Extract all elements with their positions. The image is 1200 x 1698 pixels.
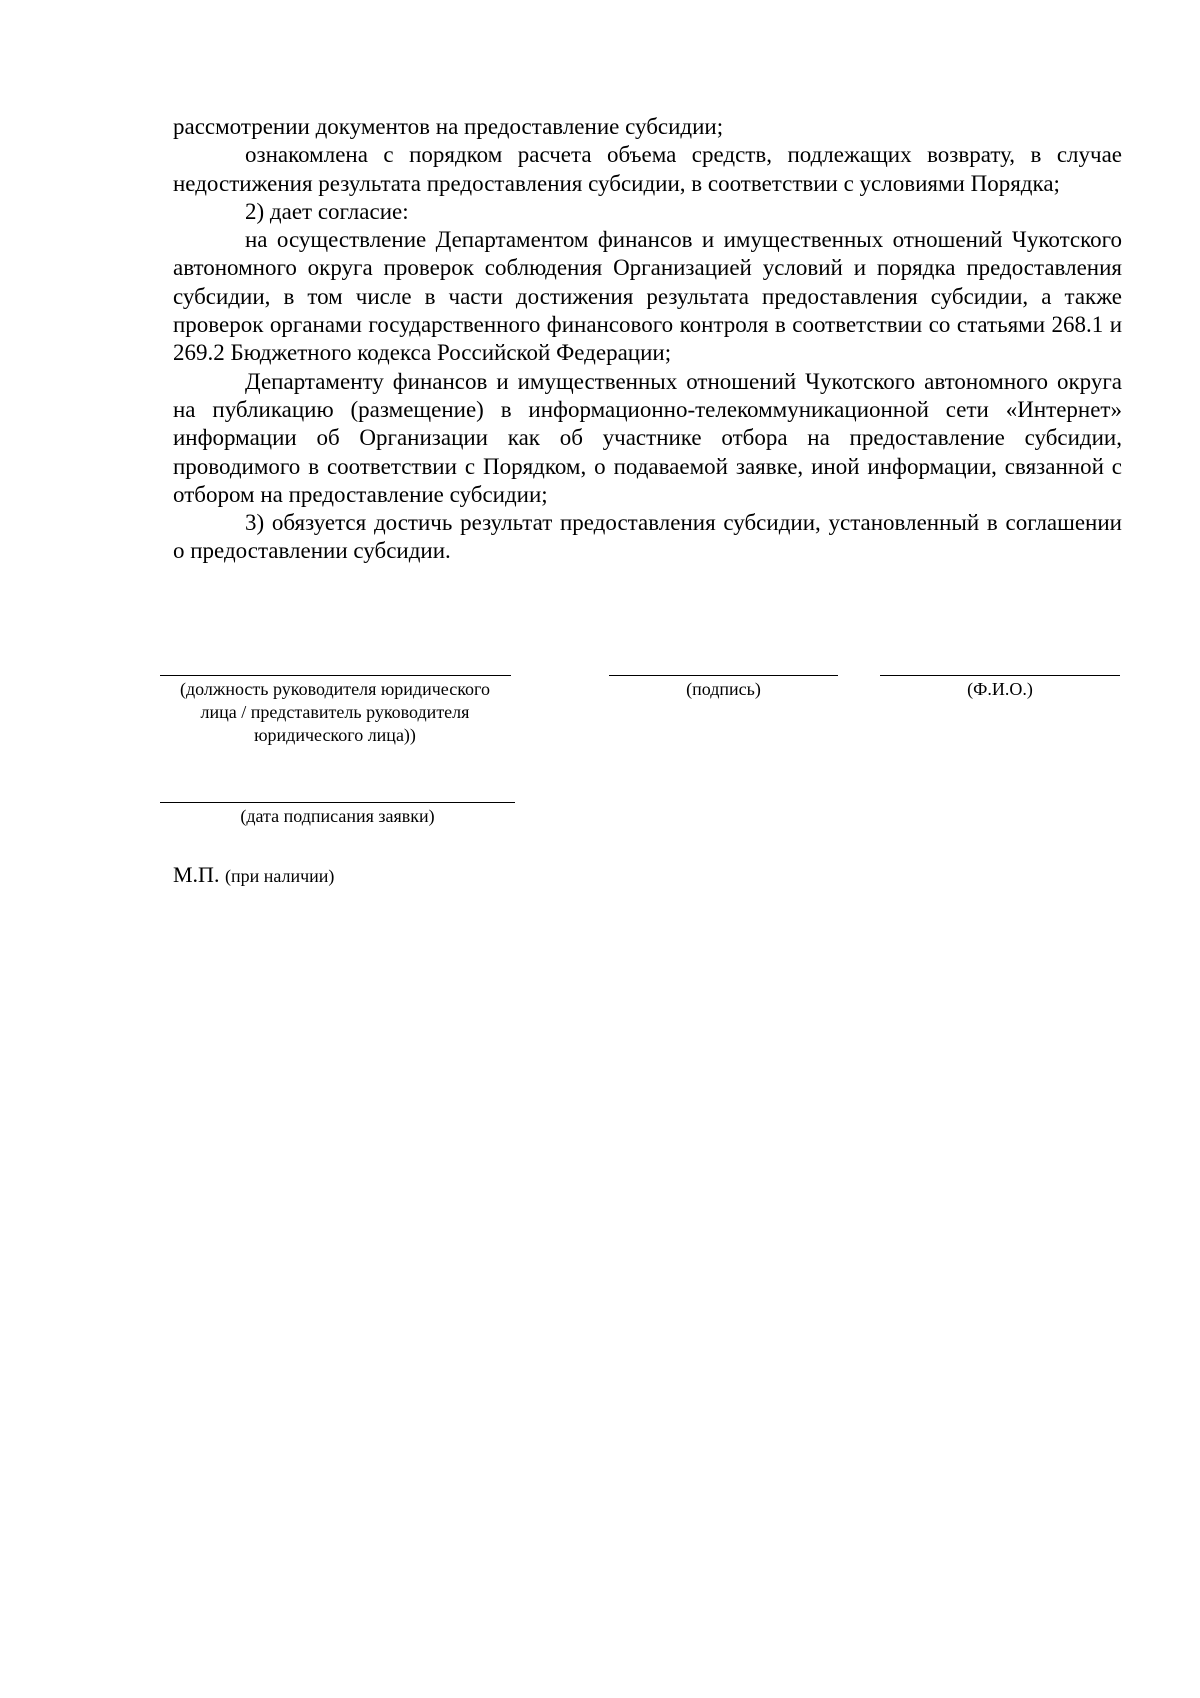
document-body (173, 113, 1122, 566)
paragraph-5: Департаменту финансов и имущественных отношений Чукотского автономного округа на публикацию (размещение) в информационно-телекоммуникационной сети «Интернет» информации об Организации как об участнике отбора на предоставление субсидии, проводимого в соответствии с Порядком, о подаваемой заявке, иной информации, связанной с отбором на предоставление субсидии; (173, 368, 1122, 507)
seal-place (173, 862, 334, 888)
paragraph-4: на осуществление Департаментом финансов и имущественных отношений Чукотского автономного округа проверок соблюдения Организацией условий и порядка предоставления субсидии, в том числе в части достижения результата предоставления субсидии, а также проверок органами государственного финансового контроля в соответствии со статьями 268.1 и 269.2 Бюджетного кодекса Российской Федерации; (173, 227, 1122, 366)
name-caption: (Ф.И.О.) (967, 679, 1033, 699)
seal-note: (при наличии) (224, 866, 335, 886)
position-signature-line (160, 675, 511, 676)
position-caption: (должность руководителя юридического лица / представитель руководителя юридического лица)) (180, 679, 490, 745)
paragraph-6: 3) обязуется достичь результат предоставления субсидии, установленный в соглашении о предоставлении субсидии. (173, 510, 1122, 564)
signature-line (609, 675, 838, 676)
signature-caption: (подпись) (686, 679, 761, 699)
paragraph-3: 2) дает согласие: (245, 198, 409, 224)
name-signature-line (880, 675, 1120, 676)
paragraph-2: ознакомлена с порядком расчета объема средств, подлежащих возврату, в случае недостижения результата предоставления субсидии, в соответствии с условиями Порядка; (173, 142, 1122, 196)
date-caption: (дата подписания заявки) (240, 806, 435, 826)
paragraph-1: рассмотрении документов на предоставление субсидии; (173, 114, 724, 139)
seal-label: М.П. (173, 862, 220, 887)
date-signature-line (160, 802, 515, 803)
